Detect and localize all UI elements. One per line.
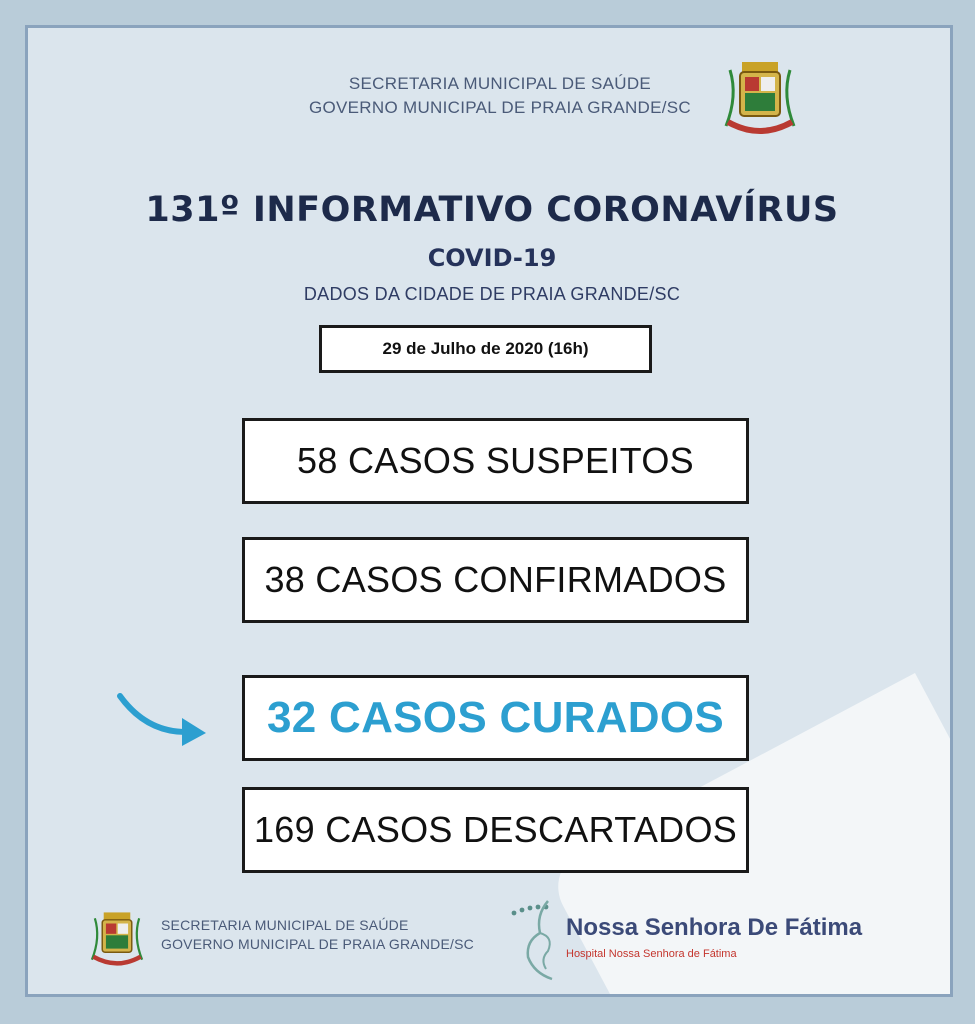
suspeitos-box: 58 CASOS SUSPEITOS <box>242 418 749 504</box>
curados-box: 32 CASOS CURADOS <box>242 675 749 761</box>
page-subline: DADOS DA CIDADE DE PRAIA GRANDE/SC <box>303 284 681 304</box>
header-line-2: GOVERNO MUNICIPAL DE PRAIA GRANDE/SC <box>308 98 692 117</box>
hospital-subtitle: Hospital Nossa Senhora de Fátima <box>566 948 737 960</box>
page-title: 131º INFORMATIVO CORONAVÍRUS <box>145 190 839 230</box>
municipal-crest-icon <box>718 56 802 140</box>
hospital-name: Nossa Senhora De Fátima <box>566 914 863 941</box>
confirmados-box: 38 CASOS CONFIRMADOS <box>242 537 749 623</box>
poster-panel <box>25 25 953 997</box>
descartados-box: 169 CASOS DESCARTADOS <box>242 787 749 873</box>
date-box: 29 de Julho de 2020 (16h) <box>319 325 652 373</box>
footer-text <box>161 916 474 954</box>
header-line-1: SECRETARIA MUNICIPAL DE SAÚDE <box>348 74 652 93</box>
arrow-icon <box>116 688 208 748</box>
page-subtitle: COVID-19 <box>427 244 557 272</box>
header-text <box>290 72 710 120</box>
municipal-crest-small-icon <box>86 908 148 970</box>
footer-line-1: SECRETARIA MUNICIPAL DE SAÚDE <box>161 917 409 933</box>
footer-line-2: GOVERNO MUNICIPAL DE PRAIA GRANDE/SC <box>161 936 474 952</box>
